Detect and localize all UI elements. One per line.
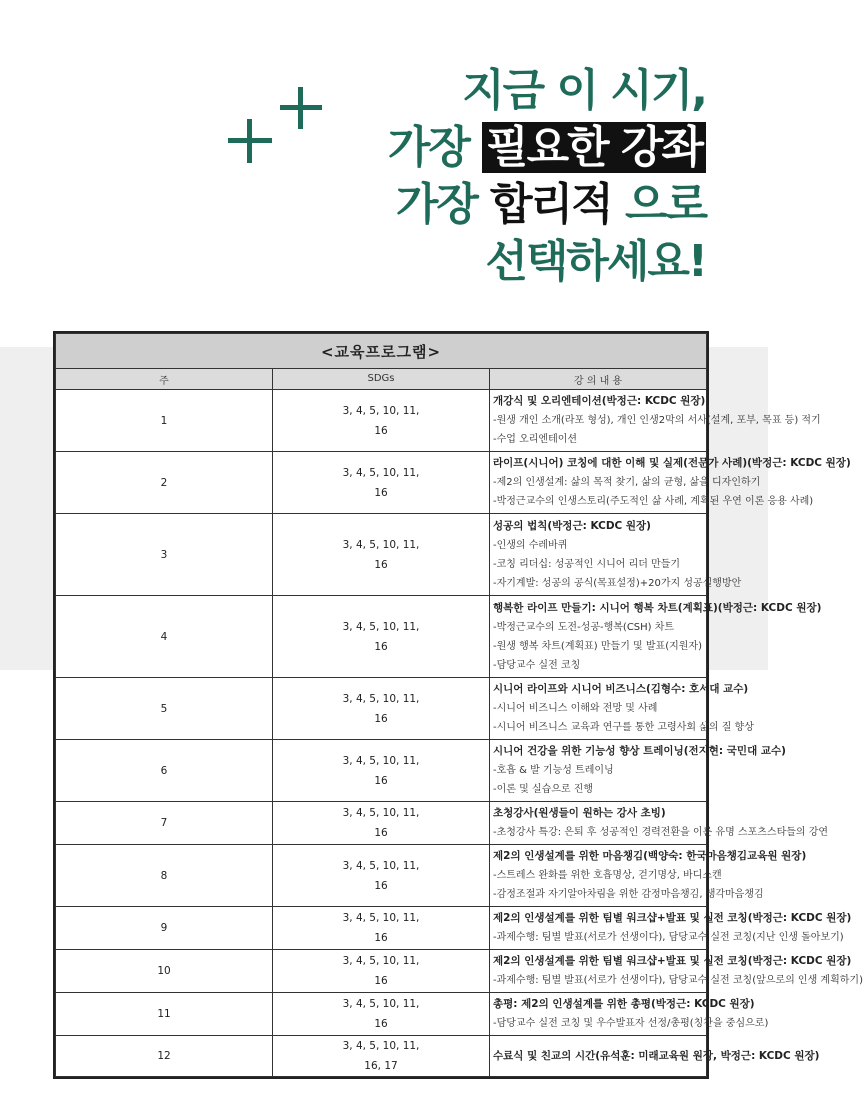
table-row (56, 514, 707, 596)
week-number: 9 (56, 907, 273, 950)
content-cell (490, 514, 742, 596)
lecture-detail: -원생 개인 소개(라포 형성), 개인 인생2막의 서사(설계, 포부, 목표 등) 적기 (493, 415, 821, 426)
lecture-title: 수료식 및 친교의 시간(유석훈: 미래교육원 원장, 박정근: KCDC 원장) (493, 1049, 820, 1062)
lecture-title: 총평: 제2의 인생설계를 위한 총평(박정근: KCDC 원장) (493, 998, 755, 1010)
lecture-detail: -코칭 리더십: 성공적인 시니어 리더 만들기 (493, 558, 681, 570)
headline-line-3-b: 합리적 (490, 179, 612, 230)
sdgs-value: 16 (374, 932, 388, 944)
sdgs-value: 16 (374, 774, 388, 787)
sdgs-cell (273, 390, 490, 452)
sdgs-cell (273, 514, 490, 596)
table-row (56, 907, 707, 950)
lecture-detail: -초청강사 특강: 은퇴 후 성공적인 경력전환을 이룬 유명 스포츠스타들의 강연 (493, 827, 829, 838)
week-number: 8 (56, 845, 273, 907)
lecture-detail: -담당교수 실전 코칭 및 우수발표자 선정/총평(칭찬을 중심으로) (493, 1018, 769, 1029)
headline-line-3 (186, 176, 706, 233)
table-row (56, 993, 707, 1036)
sdgs-value: 3, 4, 5, 10, 11, (342, 538, 420, 551)
table-row (56, 1036, 707, 1077)
sdgs-cell (273, 907, 490, 950)
lecture-detail: -시니어 비즈니스 교육과 연구를 통한 고령사회 삶의 질 향상 (493, 722, 754, 733)
sdgs-value: 3, 4, 5, 10, 11, (342, 1040, 420, 1052)
sdgs-value: 3, 4, 5, 10, 11, (342, 912, 420, 924)
table-row (56, 596, 707, 678)
sdgs-value: 16 (374, 558, 388, 571)
headline-line-2 (186, 119, 706, 176)
headline-line-3-c: 으로 (611, 179, 706, 230)
lecture-title: 성공의 법칙(박정근: KCDC 원장) (493, 519, 651, 532)
lecture-title: 제2의 인생설계를 위한 마음챙김(백양숙: 한국마음챙김교육원 원장) (493, 850, 807, 862)
lecture-detail: -스트레스 완화를 위한 호흡명상, 걷기명상, 바디스캔 (493, 870, 722, 881)
table-body (56, 390, 863, 1077)
sdgs-value: 3, 4, 5, 10, 11, (342, 998, 420, 1010)
lecture-detail: -제2의 인생설계: 삶의 목적 찾기, 삶의 균형, 삶을 디자인하기 (493, 477, 761, 488)
table-row (56, 950, 707, 993)
lecture-detail: -시니어 비즈니스 이해와 전망 및 사례 (493, 703, 658, 714)
content-cell (490, 845, 807, 907)
sdgs-value: 16 (374, 827, 388, 839)
table-row (56, 678, 707, 740)
sdgs-value: 16, 17 (364, 1060, 398, 1072)
lecture-detail: -원생 행복 차트(계획표) 만들기 및 발표(지원자) (493, 640, 702, 652)
sdgs-cell (273, 1036, 490, 1077)
header-content: 강 의 내 용 (490, 369, 707, 390)
lecture-title: 행복한 라이프 만들기: 시니어 행복 차트(계획표)(박정근: KCDC 원장) (493, 601, 822, 614)
week-number: 12 (56, 1036, 273, 1077)
sdgs-value: 3, 4, 5, 10, 11, (342, 466, 420, 479)
content-cell (490, 950, 863, 993)
sdgs-value: 16 (374, 1018, 388, 1030)
table-row (56, 802, 707, 845)
lecture-title: 시니어 라이프와 시니어 비즈니스(김형수: 호서대 교수) (493, 683, 749, 695)
headline-line-3-a: 가장 (395, 179, 491, 230)
sdgs-cell (273, 596, 490, 678)
content-cell (490, 678, 754, 740)
lecture-detail: -호흡 & 발 기능성 트레이닝 (493, 765, 614, 776)
sdgs-value: 3, 4, 5, 10, 11, (342, 955, 420, 967)
content-cell (490, 993, 769, 1036)
week-number: 7 (56, 802, 273, 845)
content-cell (490, 596, 822, 678)
headline-line-4: 선택하세요! (485, 236, 706, 287)
content-cell (490, 390, 821, 452)
week-number: 5 (56, 678, 273, 740)
lecture-detail: -자기계발: 성공의 공식(목표설정)+20가지 성공실행방안 (493, 577, 742, 589)
content-cell (490, 740, 786, 802)
lecture-detail: -이론 및 실습으로 진행 (493, 784, 594, 795)
content-cell (490, 907, 852, 950)
sdgs-value: 3, 4, 5, 10, 11, (342, 620, 420, 633)
sdgs-cell (273, 993, 490, 1036)
lecture-detail: -감정조절과 자기알아차림을 위한 감정마음챙김, 생각마음챙김 (493, 889, 764, 900)
lecture-title: 초청강사(원생들이 원하는 강사 초빙) (493, 807, 666, 819)
headline (186, 62, 706, 290)
lecture-title: 라이프(시니어) 코칭에 대한 이해 및 실제(전문가 사례)(박정근: KCDC 원장) (493, 457, 851, 469)
lecture-detail: -담당교수 실전 코칭 (493, 659, 581, 671)
table-row (56, 452, 707, 514)
table-row (56, 740, 707, 802)
sdgs-cell (273, 950, 490, 993)
header-week: 주 (56, 369, 273, 390)
sdgs-value: 3, 4, 5, 10, 11, (342, 692, 420, 705)
header-sdgs: SDGs (273, 369, 490, 390)
week-number: 3 (56, 514, 273, 596)
table-row (56, 390, 707, 452)
lecture-title: 제2의 인생설계를 위한 팀별 워크샵+발표 및 실전 코칭(박정근: KCDC 원장) (493, 955, 852, 967)
week-number: 2 (56, 452, 273, 514)
lecture-detail: -박정근교수의 도전-성공-행복(CSH) 차트 (493, 621, 675, 633)
sdgs-value: 16 (374, 879, 388, 892)
sdgs-cell (273, 845, 490, 907)
sdgs-cell (273, 740, 490, 802)
table-row (56, 845, 707, 907)
content-cell (490, 452, 851, 514)
lecture-detail: -수업 오리엔테이션 (493, 434, 578, 445)
sdgs-value: 16 (374, 640, 388, 653)
sdgs-cell (273, 802, 490, 845)
content-cell (490, 802, 829, 845)
headline-line-1: 지금 이 시기, (462, 65, 706, 116)
program-table (53, 331, 863, 1079)
lecture-title: 개강식 및 오리엔테이션(박정근: KCDC 원장) (493, 395, 706, 407)
lecture-detail: -과제수행: 팀별 발표(서로가 선생이다), 담당교수 실전 코칭(앞으로의 인생 계획하기) (493, 975, 863, 986)
sdgs-value: 16 (374, 424, 388, 437)
week-number: 4 (56, 596, 273, 678)
lecture-detail: -박정근교수의 인생스토리(주도적인 삶 사례, 계획된 우연 이론 응용 사례) (493, 496, 814, 507)
week-number: 6 (56, 740, 273, 802)
sdgs-value: 16 (374, 975, 388, 987)
week-number: 11 (56, 993, 273, 1036)
content-cell (490, 1036, 820, 1077)
sdgs-value: 3, 4, 5, 10, 11, (342, 859, 420, 872)
headline-line-2-a: 가장 (387, 122, 483, 173)
lecture-detail: -인생의 수레바퀴 (493, 539, 568, 551)
sdgs-cell (273, 678, 490, 740)
week-number: 10 (56, 950, 273, 993)
sdgs-value: 3, 4, 5, 10, 11, (342, 754, 420, 767)
headline-highlight: 필요한 강좌 (482, 122, 706, 173)
sdgs-value: 16 (374, 712, 388, 725)
lecture-detail: -과제수행: 팀별 발표(서로가 선생이다), 담당교수 실전 코칭(지난 인생 돌아보기) (493, 932, 844, 943)
sdgs-value: 3, 4, 5, 10, 11, (342, 807, 420, 819)
sdgs-value: 3, 4, 5, 10, 11, (342, 404, 420, 417)
lecture-title: 시니어 건강을 위한 기능성 향상 트레이닝(전지현: 국민대 교수) (493, 745, 786, 757)
table-title: <교육프로그램> (56, 334, 707, 369)
sdgs-cell (273, 452, 490, 514)
sdgs-value: 16 (374, 486, 388, 499)
lecture-title: 제2의 인생설계를 위한 팀별 워크샵+발표 및 실전 코칭(박정근: KCDC 원장) (493, 912, 852, 924)
week-number: 1 (56, 390, 273, 452)
